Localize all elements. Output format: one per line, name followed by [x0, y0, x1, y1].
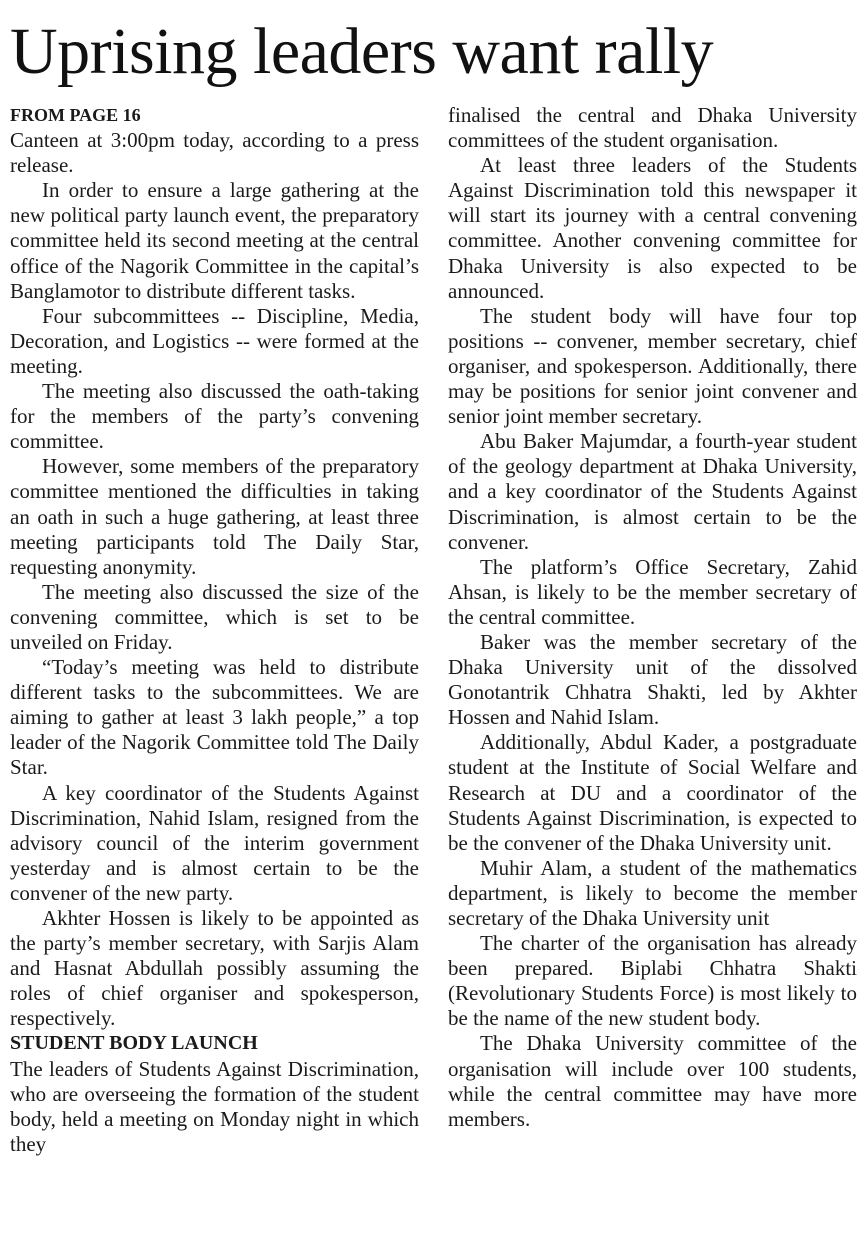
article-paragraph: Baker was the member secretary of the Dhaka University unit of the dissolved Gonotantrik Chhatra Shakti, led by Akhter Hossen and Nahid Islam.	[448, 629, 857, 730]
article-paragraph: However, some members of the preparatory committee mentioned the difficulties in taking an oath in such a huge gathering, at least three meeting participants told The Daily Star, requesting anonymity.	[10, 454, 419, 579]
article-paragraph: Akhter Hossen is likely to be appointed as the party’s member secretary, with Sarjis Alam and Hasnat Abdullah possibly assuming the roles of chief organiser and spokesperson, respectively.	[10, 906, 419, 1031]
article-paragraph: The Dhaka University committee of the organisation will include over 100 students, while the central committee may have more members.	[448, 1031, 857, 1131]
right-column	[448, 103, 857, 1132]
article-paragraph: Muhir Alam, a student of the mathematics department, is likely to become the member secretary of the Dhaka University unit	[448, 855, 857, 930]
headline: Uprising leaders want rally	[10, 15, 714, 88]
article-paragraph: Four subcommittees -- Discipline, Media, Decoration, and Logistics -- were formed at the meeting.	[10, 303, 419, 378]
article-paragraph: Abu Baker Majumdar, a fourth-year student of the geology department at Dhaka University, and a key coordinator of the Students Against Discrimination, is almost certain to be the convener.	[448, 429, 857, 554]
article-paragraph: A key coordinator of the Students Against Discrimination, Nahid Islam, resigned from the advisory council of the interim government yesterday and is almost certain to be the convener of the new party.	[10, 780, 419, 905]
article-paragraph: The meeting also discussed the oath-taking for the members of the party’s convening committee.	[10, 379, 419, 454]
article-paragraph: In order to ensure a large gathering at the new political party launch event, the preparatory committee held its second meeting at the central office of the Nagorik Committee in the capital’s Banglamotor to distribute different tasks.	[10, 178, 419, 303]
article-paragraph: The platform’s Office Secretary, Zahid Ahsan, is likely to be the member secretary of the central committee.	[448, 554, 857, 629]
article-paragraph: At least three leaders of the Students Against Discrimination told this newspaper it will start its journey with a central convening committee. Another convening committee for Dhaka University is also expected to be announced.	[448, 153, 857, 303]
subheading: STUDENT BODY LAUNCH	[10, 1032, 258, 1055]
article-paragraph: Additionally, Abdul Kader, a postgraduate student at the Institute of Social Welfare and Research at DU and a coordinator of the Students Against Discrimination, is expected to be the convener of the Dhaka University unit.	[448, 730, 857, 855]
article-paragraph: The charter of the organisation has already been prepared. Biplabi Chhatra Shakti (Revolutionary Students Force) is most likely to be the name of the new student body.	[448, 931, 857, 1031]
article-paragraph: finalised the central and Dhaka University committees of the student organisation.	[448, 103, 857, 153]
article-paragraph: The meeting also discussed the size of the convening committee, which is set to be unveiled on Friday.	[10, 579, 419, 654]
left-column	[10, 103, 419, 1157]
article-paragraph: The student body will have four top positions -- convener, member secretary, chief organiser, and spokesperson. Additionally, there may be positions for senior joint convener and senior joint member secretary.	[448, 303, 857, 429]
article-paragraph: Canteen at 3:00pm today, according to a press release.	[10, 128, 419, 178]
article-paragraph: The leaders of Students Against Discrimination, who are overseeing the formation of the student body, held a meeting on Monday night in which they	[10, 1056, 419, 1156]
article-paragraph: “Today’s meeting was held to distribute different tasks to the subcommittees. We are aiming to gather at least 3 lakh people,” a top leader of the Nagorik Committee told The Daily Star.	[10, 655, 419, 780]
jump-label: FROM PAGE 16	[10, 105, 141, 125]
